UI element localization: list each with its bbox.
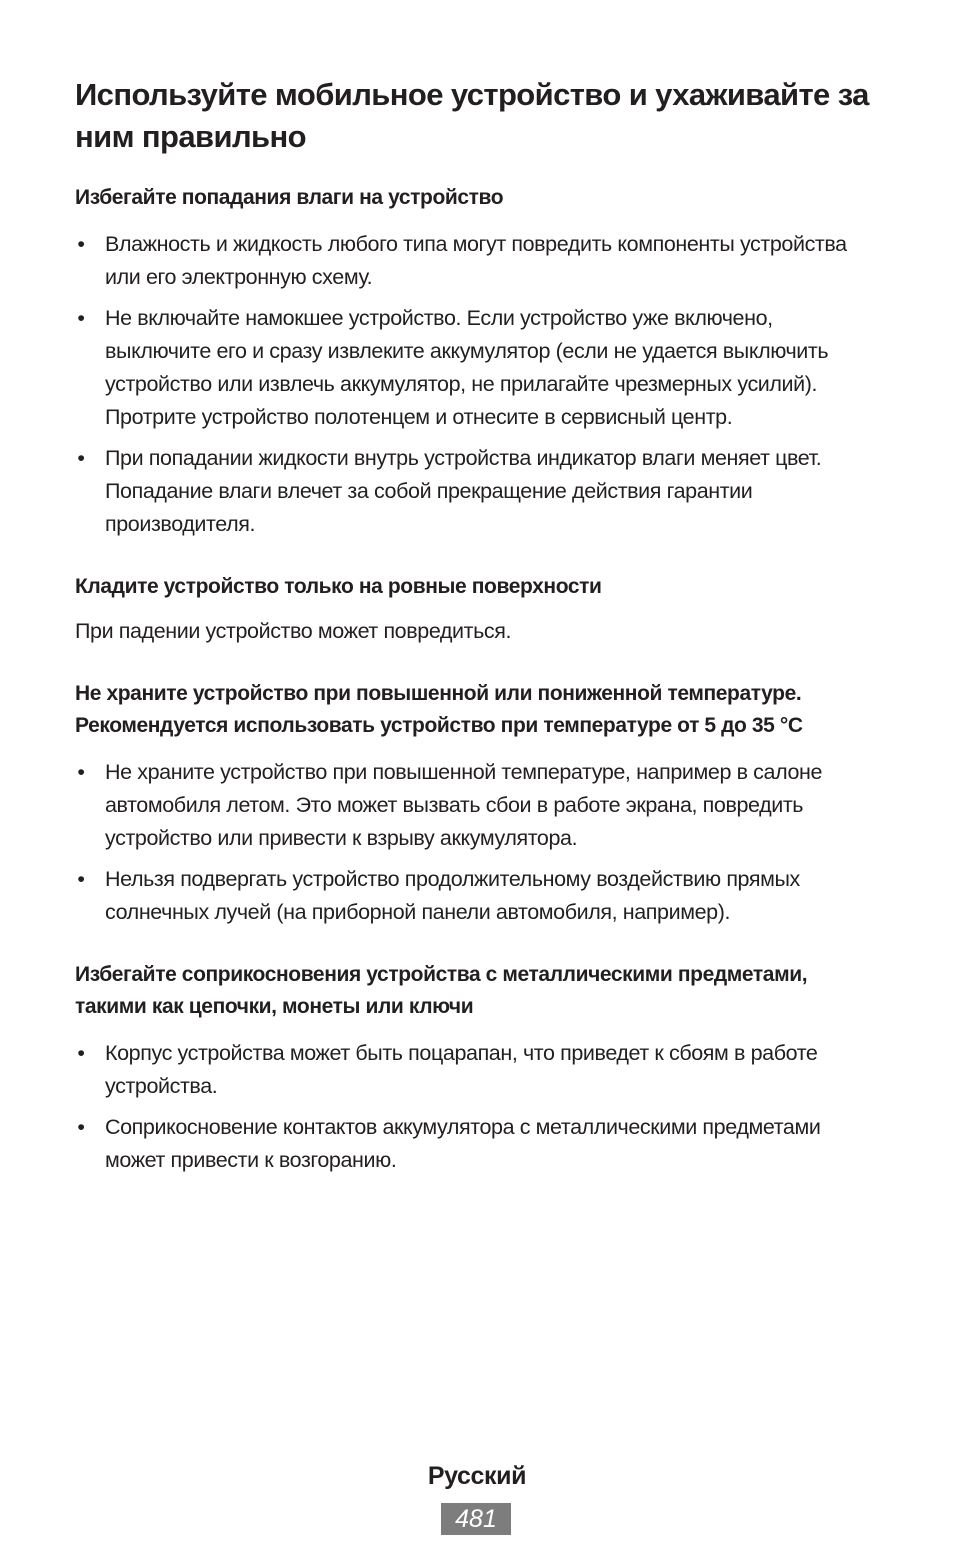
bullet-icon: •	[77, 867, 85, 891]
temperature-bullet-list	[75, 756, 875, 929]
list-item-text: Влажность и жидкость любого типа могут повредить компоненты устройства или его электронную схему.	[105, 232, 847, 289]
moisture-bullet-list	[75, 228, 875, 541]
metal-objects-bullet-list	[75, 1037, 875, 1177]
list-item-text: Соприкосновение контактов аккумулятора с металлическими предметами может привести к возгоранию.	[105, 1115, 821, 1172]
bullet-icon: •	[77, 232, 85, 256]
list-item	[75, 1111, 875, 1177]
list-item-text: Нельзя подвергать устройство продолжительному воздействию прямых солнечных лучей (на приборной панели автомобиля, например).	[105, 867, 800, 924]
section-heading-metal-objects: Избегайте соприкосновения устройства с металлическими предметами, такими как цепочки, монеты или ключи	[75, 963, 808, 1018]
page-title: Используйте мобильное устройство и ухаживайте за ним правильно	[75, 77, 869, 154]
page-number-badge: 481	[441, 1503, 511, 1535]
bullet-icon: •	[77, 1041, 85, 1065]
flat-surfaces-paragraph: При падении устройство может повредиться.	[75, 619, 512, 643]
list-item-text: Не включайте намокшее устройство. Если устройство уже включено, выключите его и сразу извлеките аккумулятор (если не удается выключить устройство или извлечь аккумулятор, не прилагайте чрезмерных усилий). Протрите устройство полотенцем и отнесите в сервисный центр.	[105, 306, 829, 429]
section-heading-moisture: Избегайте попадания влаги на устройство	[75, 186, 504, 209]
list-item-text: Не храните устройство при повышенной температуре, например в салоне автомобиля летом. Это может вызвать сбои в работе экрана, повредить устройство или привести к взрыву аккумулятора.	[105, 760, 823, 850]
list-item-text: Корпус устройства может быть поцарапан, что приведет к сбоям в работе устройства.	[105, 1041, 818, 1098]
document-page	[75, 74, 875, 1185]
bullet-icon: •	[77, 306, 85, 330]
list-item	[75, 863, 875, 929]
list-item	[75, 1037, 875, 1103]
bullet-icon: •	[77, 1115, 85, 1139]
list-item	[75, 756, 875, 855]
bullet-icon: •	[77, 446, 85, 470]
bullet-icon: •	[77, 760, 85, 784]
list-item	[75, 228, 875, 294]
section-heading-temperature: Не храните устройство при повышенной или пониженной температуре. Рекомендуется использовать устройство при температуре от 5 до 35 °C	[75, 682, 803, 737]
list-item	[75, 442, 875, 541]
section-heading-flat-surfaces: Кладите устройство только на ровные поверхности	[75, 575, 602, 598]
list-item-text: При попадании жидкости внутрь устройства индикатор влаги меняет цвет. Попадание влаги влечет за собой прекращение действия гарантии производителя.	[105, 446, 822, 536]
list-item	[75, 302, 875, 434]
footer-language: Русский	[427, 1462, 527, 1490]
